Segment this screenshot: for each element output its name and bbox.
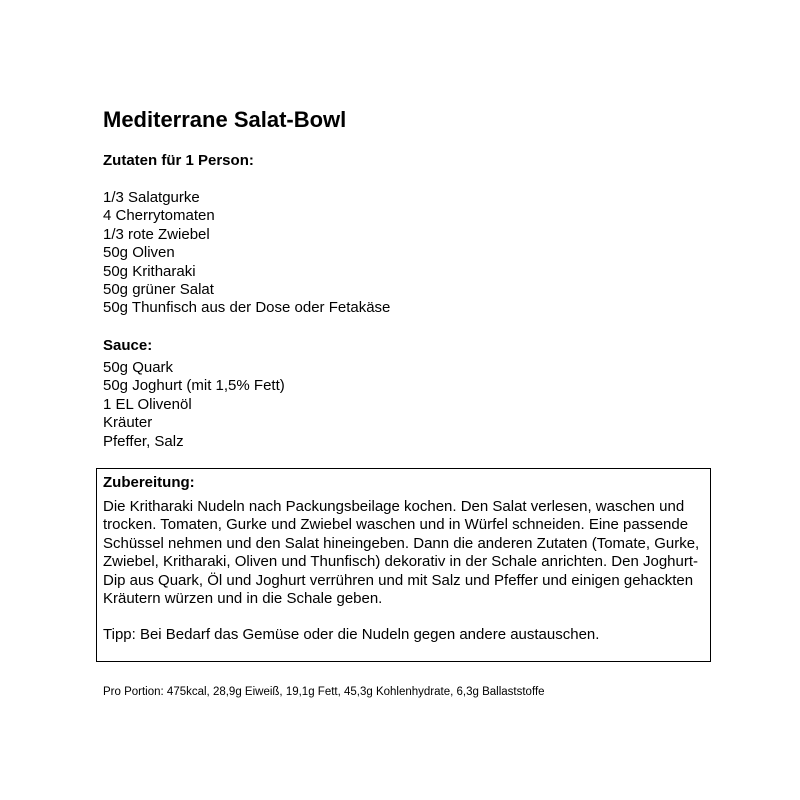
sauce-item: Pfeffer, Salz	[103, 432, 184, 450]
ingredient-item: 50g grüner Salat	[103, 281, 214, 299]
ingredient-item: 50g Kritharaki	[103, 262, 196, 280]
sauce-item: 1 EL Olivenöl	[103, 395, 192, 413]
sauce-item: 50g Quark	[103, 359, 174, 376]
ingredient-item: 1/3 rote Zwiebel	[103, 225, 210, 243]
sauce-item: Kräuter	[103, 414, 153, 432]
preparation-tip: Tipp: Bei Bedarf das Gemüse oder die Nudeln gegen andere austauschen.	[103, 626, 600, 643]
ingredients-list	[103, 189, 390, 318]
recipe-title: Mediterrane Salat-Bowl	[103, 107, 347, 132]
ingredient-item: 1/3 Salatgurke	[103, 189, 200, 206]
sauce-list	[103, 359, 285, 451]
ingredient-item: 50g Thunfisch aus der Dose oder Fetakäse	[103, 299, 391, 317]
sauce-item: 50g Joghurt (mit 1,5% Fett)	[103, 377, 285, 395]
preparation-text: Die Kritharaki Nudeln nach Packungsbeilage kochen. Den Salat verlesen, waschen und trocken. Tomaten, Gurke und Zwiebel waschen und in Würfel schneiden. Eine passende Schüssel nehmen und den Salat hineingeben. Dann die anderen Zutaten (Tomate, Gurke, Zwiebel, Kritharaki, Oliven und Thunfisch) dekorativ in der Schale anrichten. Den Joghurt-Dip aus Quark, Öl und Joghurt verrühren und mit Salz und Pfeffer und einigen gehackten Kräutern würzen und in die Schale geben.	[103, 498, 700, 608]
preparation-heading: Zubereitung:	[103, 474, 195, 491]
ingredient-item: 50g Oliven	[103, 244, 175, 262]
preparation-box	[96, 468, 711, 662]
ingredient-item: 4 Cherrytomaten	[103, 207, 215, 225]
ingredients-heading: Zutaten für 1 Person:	[103, 152, 254, 169]
sauce-heading: Sauce:	[103, 337, 153, 354]
nutrition-info: Pro Portion: 475kcal, 28,9g Eiweiß, 19,1g Fett, 45,3g Kohlenhydrate, 6,3g Ballaststoffe	[103, 686, 545, 698]
